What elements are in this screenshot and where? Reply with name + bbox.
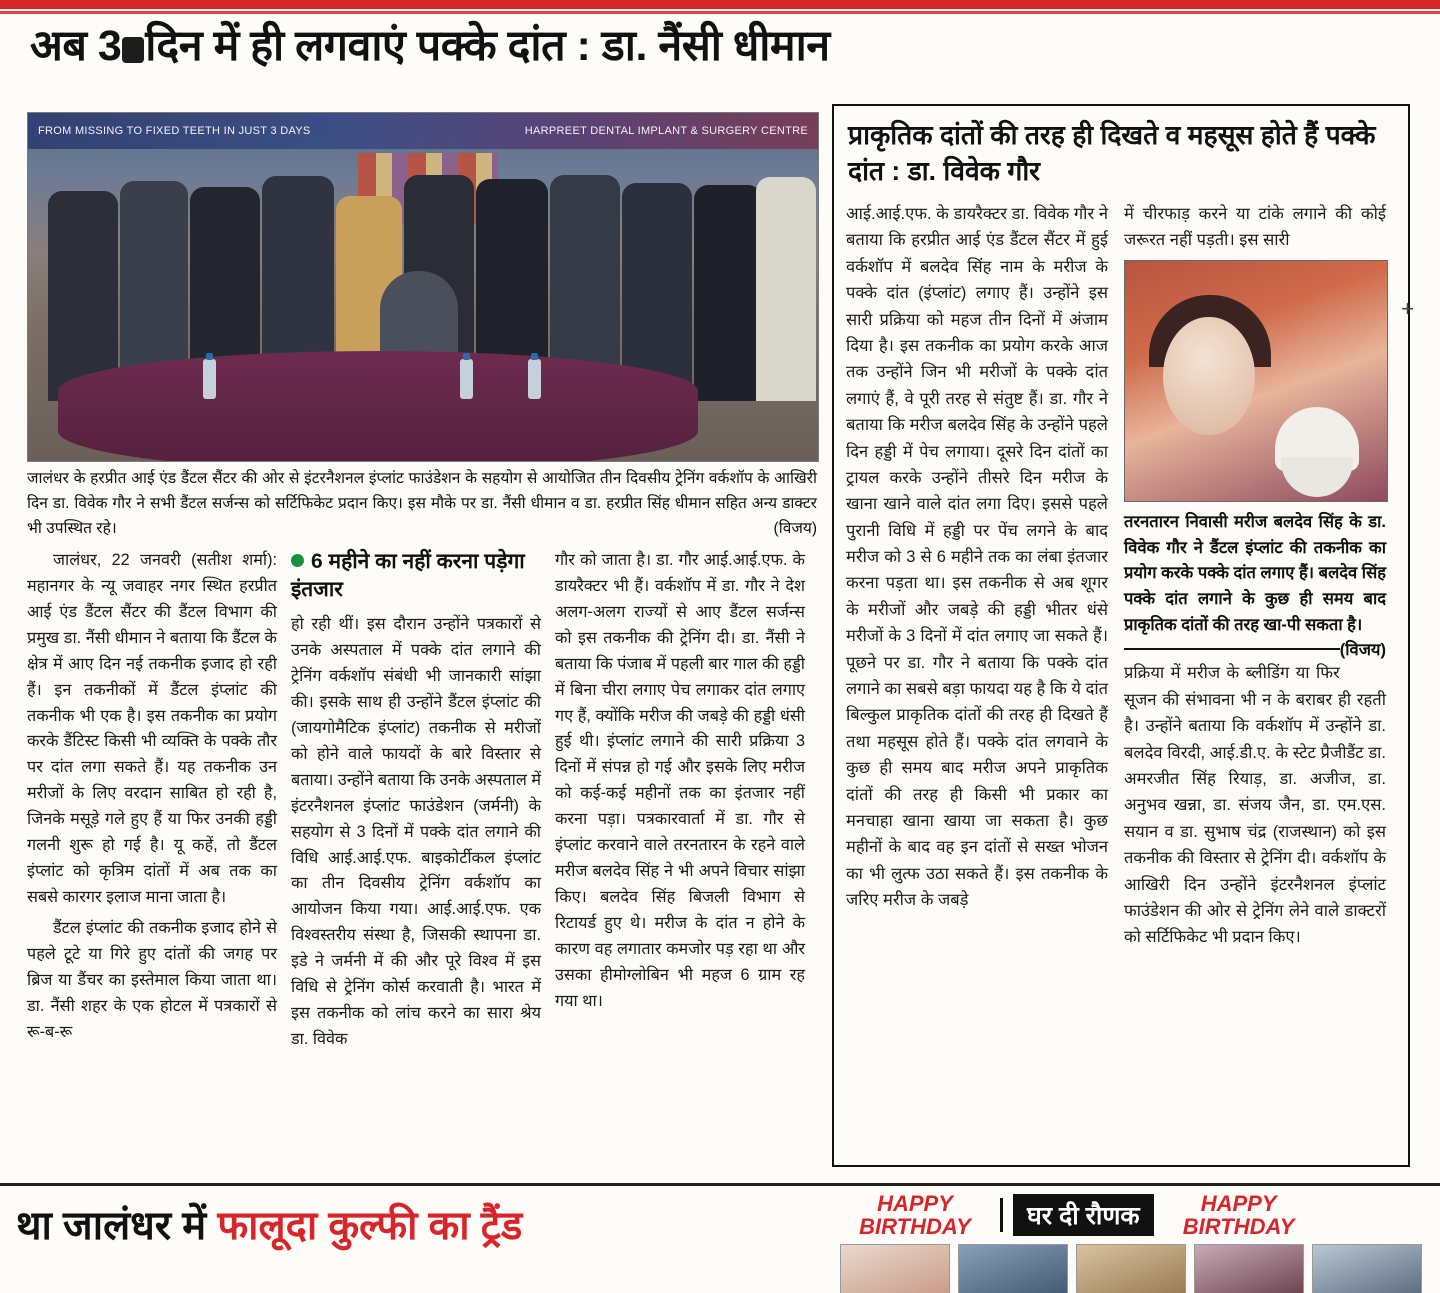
- top-red-rule: [0, 0, 1440, 9]
- bottom-headline-red: फालूदा कुल्फी का ट्रैंड: [217, 1204, 523, 1248]
- boxed-story: [832, 104, 1410, 1167]
- article-subheading-text: 6 महीने का नहीं करना पड़ेगा इंतजार: [291, 550, 525, 602]
- main-photo: [27, 112, 819, 462]
- headline-part-1: अब 3: [30, 22, 122, 70]
- boxed-story-column-1: [846, 201, 1108, 957]
- patient-photo-byline: (विजय): [1339, 641, 1386, 660]
- patient-photo: [1124, 260, 1388, 502]
- paragraph: आई.आई.एफ. के डायरैक्टर डा. विवेक गौर ने बताया कि हरप्रीत आई एंड डैंटल सैंटर में हुई वर्कशॉप में बलदेव सिंह नाम के मरीज के पक्के दांत (इंप्लांट) लगाए हैं। उन्होंने इस सारी प्रक्रिया को महज तीन दिनों में अंजाम दिया है। इस तकनीक का प्रयोग करके आज तक उन्होंने जिन भी मरीजों के पक्के दांत लगाएं हैं, वे पूरी तरह से संतुष्ट हैं। डा. गौर ने बताया कि मरीज बलदेव सिंह के उन्होंने पहले दिन हड्डी में पेच लगाया। दूसरे दिन दांतों का ट्रायल करके उन्होंने तीसरे दिन मरीज के खाना खाने वाले दांत लगा दिए। इससे पहले पुरानी विधि में हड्डी पर पेंच लगने के बाद मरीज को 3 से 6 महीने तक का लंबा इंतजार करना पड़ता था। इस तकनीक से अब शूगर के मरीजों और जबड़े की हड्डी भीतर धंसे मरीजों के 3 दिनों में दांत लगाए जा सकते हैं। पूछने पर डा. गौर ने बताया कि पक्के दांत लगाने का सबसे बड़ा फायदा यह है कि ये दांत बिल्कुल प्राकृतिक दांतों की तरह ही दिखते हैं तथा महसूस होते हैं। पक्के दांत लगवाने के कुछ ही समय बाद मरीज अपने प्राकृतिक दांतों की तरह ही किसी भी प्रकार का मनचाहा खाना खाया जा सकता है। कुछ महीनों के बाद वह इन दांतों से सख्त भोजन का भी लुत्फ उठा सकते हैं। इस तकनीक के जरिए मरीज के जबड़े: [846, 205, 1109, 910]
- article-column-3: [555, 548, 805, 1168]
- photo-banner-left: FROM MISSING TO FIXED TEETH IN JUST 3 DAYS: [38, 125, 311, 137]
- separator: [1000, 1198, 1003, 1232]
- boxed-story-column-2: [1124, 201, 1386, 957]
- main-article: [27, 548, 817, 1168]
- crop-mark-icon: +: [1401, 296, 1414, 321]
- paragraph: में चीरफाड़ करने या टांके लगाने की कोई जरूरत नहीं पड़ती। इस सारी: [1124, 205, 1386, 250]
- conference-table: [58, 351, 698, 462]
- article-column-1: [27, 548, 277, 1168]
- bullet-dot-icon: [291, 554, 304, 567]
- birthday-photo: [840, 1244, 950, 1293]
- bottom-headline: [16, 1196, 826, 1251]
- photo-beard: [1281, 457, 1353, 497]
- divider: [1124, 648, 1340, 650]
- paragraph: डैंटल इंप्लांट की तकनीक इजाद होने से पहले टूटे या गिरे हुए दांतों की जगह पर ब्रिज या डैंचर का इस्तेमाल किया जाता था। डा. नैंसी शहर के एक होटल में पत्रकारों से रू-ब-रू: [27, 918, 277, 1041]
- patient-photo-caption-text: तरनतारन निवासी मरीज बलदेव सिंह के डा. विवेक गौर ने डैंटल इंप्लांट की तकनीक का प्रयोग करके पक्के दांत लगाए हैं। बलदेव सिंह पक्के दांत लगाने के कुछ ही समय बाद प्राकृतिक दांतों की तरह खा-पी सकता है।: [1124, 512, 1386, 634]
- photo-banner-right: HARPREET DENTAL IMPLANT & SURGERY CENTRE: [524, 125, 808, 137]
- main-photo-caption: [27, 466, 817, 541]
- paragraph: प्रक्रिया में मरीज के ब्लीडिंग या फिर सूजन की संभावना भी न के बराबर ही रहती है। उन्होंने बताया कि वर्कशॉप में उन्होंने डा. बलदेव विरदी, आई.डी.ए. के स्टेट प्रैजीडैंट डा. अमरजीत सिंह रियाड़, डा. अजीज, डा. अनुभव खन्ना, डा. संजय जैन, डा. एम.एस. सयान व डा. सुभाष चंद्र (राजस्थान) को इस तकनीक की विस्तार से ट्रेनिंग दी। वर्कशॉप के आखिरी दिन उन्होंने इंटरनैशनल इंप्लांट फाउंडेशन की ओर से ट्रेनिंग लेने वाले डाक्टरों को सर्टिफिकेट भी प्रदान किए।: [1124, 664, 1386, 947]
- birthday-photo: [1194, 1244, 1304, 1293]
- page-title: [30, 22, 1410, 70]
- top-red-rule-secondary: [0, 11, 1440, 14]
- main-photo-caption-text: जालंधर के हरप्रीत आई एंड डैंटल सैंटर की ओर से इंटरनैशनल इंप्लांट फाउंडेशन के सहयोग से आयोजित तीन दिवसीय ट्रेनिंग वर्कशॉप के आखिरी दिन डा. विवेक गौर ने सभी डैंटल सर्जन्स को सर्टिफिकेट प्रदान किए। इस मौके पर डा. नैंसी धीमान व डा. हरप्रीत सिंह धीमान सहित अन्य डाक्टर भी उपस्थित रहे।: [27, 470, 817, 538]
- person-11: [756, 177, 816, 401]
- main-photo-byline: (विजय): [773, 520, 817, 538]
- birthday-strip: [840, 1192, 1440, 1293]
- paragraph: हो रही थीं। इस दौरान उन्होंने पत्रकारों से उनके अस्पताल में पक्के दांत लगाने की ट्रेनिंग वर्कशॉप संबंधी भी जानकारी सांझा की। इसके साथ ही उन्होंने डैंटल इंप्लांट की (जायगोमैटिक इंप्लांट) तकनीक से मरीजों को होने वाले फायदों के बारे विस्तार से बताया। उन्होंने बताया कि उनके अस्पताल में इंटरनैशनल इंप्लांट फाउंडेशन (जर्मनी) के सहयोग से 3 दिनों में पक्के दांत लगाने की विधि आई.आई.एफ. बाइकोर्टीकल इंप्लांट का तीन दिवसीय ट्रेनिंग वर्कशॉप का आयोजन किया गया। आई.आई.एफ. एक विश्वस्तरीय संस्था है, जिसकी स्थापना डा. इडे ने जर्मनी में की और पूरे विश्व में इस विधि से ट्रेनिंग कोर्स करवाती है। भारत में इस तकनीक को लांच करने का सारा श्रेय डा. विवेक: [291, 615, 541, 1048]
- bottom-headline-black: था जालंधर में: [16, 1204, 207, 1248]
- patient-photo-caption: [1124, 510, 1386, 660]
- birthday-photo: [1312, 1244, 1422, 1293]
- birthday-photo: [958, 1244, 1068, 1293]
- photo-face: [1163, 317, 1255, 435]
- birthday-bar: [840, 1192, 1440, 1238]
- birthday-photo: [1076, 1244, 1186, 1293]
- water-bottle-2: [460, 359, 473, 399]
- water-bottle-3: [528, 359, 541, 399]
- paragraph: जालंधर, 22 जनवरी (सतीश शर्मा): महानगर के न्यू जवाहर नगर स्थित हरप्रीत आई एंड डैंटल सैंटर की डैंटल विभाग की प्रमुख डा. नैंसी धीमान ने बताया कि डैंटल के क्षेत्र में आए दिन नई तकनीक इजाद हो रही हैं। इन तकनीकों में डैंटल इंप्लांट की तकनीक भी एक है। इस तकनीक का प्रयोग करके डैंटिस्ट किसी भी व्यक्ति के पक्के तौर पर दांत लगा सकते हैं। यह तकनीक उन मरीजों के लिए वरदान साबित हो रही है, जिनके मसूड़े गले हुए हैं या फिर उनकी हड्डी गलनी शुरू हो गई है। यू कहें, तो डैंटल इंप्लांट को कृत्रिम दांतों में अब तक का सबसे कारगर इलाज माना जाता है।: [27, 551, 277, 906]
- happy-birthday-right: HAPPY BIRTHDAY: [1182, 1192, 1295, 1239]
- article-subheading: [291, 548, 541, 604]
- headline-part-2: दिन में ही लगवाएं पक्के दांत : डा. नैंसी धीमान: [145, 22, 830, 70]
- paragraph: गौर को जाता है। डा. गौर आई.आई.एफ. के डायरैक्टर भी हैं। वर्कशॉप में डा. गौर ने देश अलग-अलग राज्यों से आए डैंटल सर्जन्स को इस तकनीक की ट्रेनिंग दी। डा. नैंसी ने बताया कि पंजाब में पहली बार गाल की हड्डी में बिना चीरा लगाए पेच लगाकर दांत लगाए गए हैं, क्योंकि मरीज की जबड़े की हड्डी धंसी हुई थी। इंप्लांट लगाने की सारी प्रक्रिया 3 दिनों में संपन्न हो गई और इसके लिए मरीज को कई-कई महीनों तक का इंतजार नहीं करना पड़ा। पत्रकारवार्ता में डा. गौर से इंप्लांट करवाने वाले तरनतारन के रहने वाले मरीज बलदेव सिंह ने भी अपने विचार सांझा किए। बलदेव सिंह बिजली विभाग से रिटायर्ड हुए थे। मरीज के दांत न होने के कारण वह लगातार कमजोर पड़ रहा था और उसका हीमोग्लोबिन भी महज 6 ग्राम रह गया था।: [555, 551, 805, 1010]
- ink-blot: [122, 37, 144, 63]
- water-bottle-1: [203, 359, 216, 399]
- happy-birthday-left: HAPPY BIRTHDAY: [859, 1192, 971, 1239]
- bottom-divider: [0, 1183, 1440, 1186]
- person-10: [694, 185, 762, 401]
- boxed-story-headline: प्राकृतिक दांतों की तरह ही दिखते व महसूस होते हैं पक्के दांत : डा. विवेक गौर: [848, 120, 1376, 186]
- article-column-2: [291, 548, 541, 1168]
- photo-banner: [28, 113, 818, 149]
- boxed-story-columns: [846, 201, 1396, 957]
- birthday-photos: [840, 1244, 1440, 1293]
- ghar-di-raunak-label: घर दी रौणक: [1013, 1194, 1154, 1236]
